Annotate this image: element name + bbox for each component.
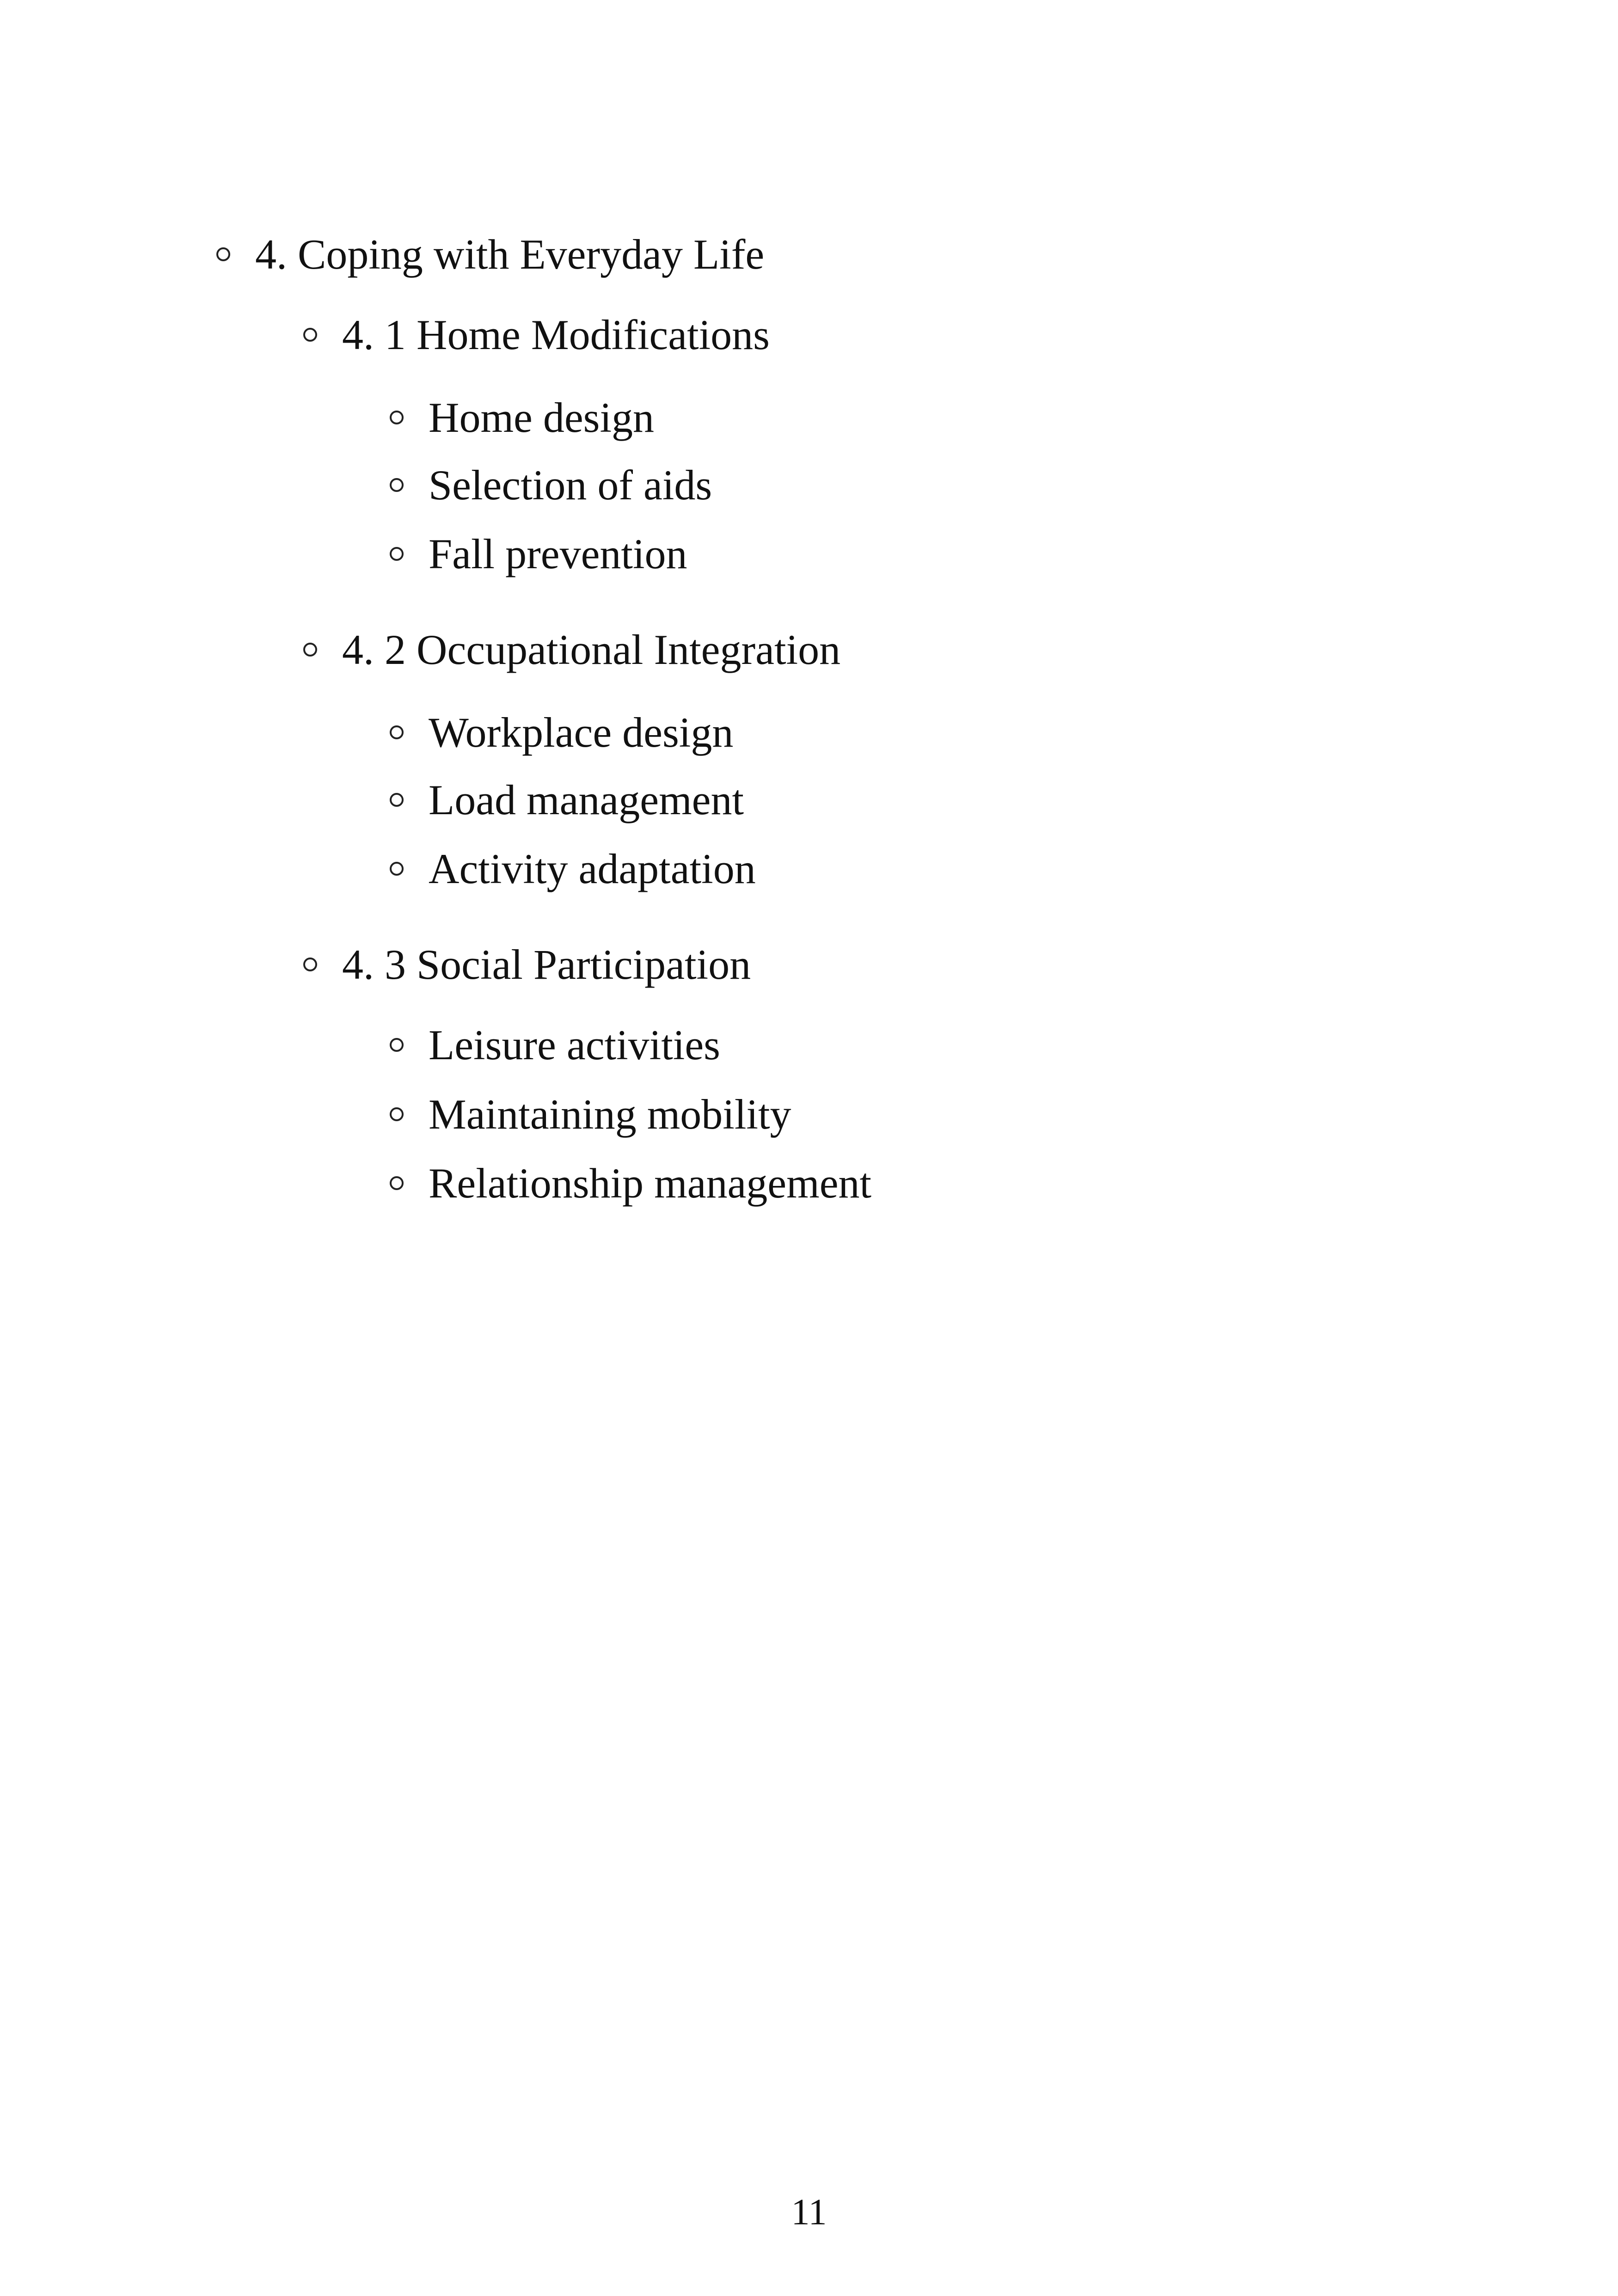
hollow-circle-bullet-icon xyxy=(303,328,317,342)
hollow-circle-bullet-icon xyxy=(390,1176,404,1190)
list-item xyxy=(390,1160,872,1207)
list-item xyxy=(390,1021,720,1068)
list-item-text: Fall prevention xyxy=(429,530,687,577)
list-item-text: Relationship management xyxy=(429,1160,872,1207)
subsection-title: 4. 1 Home Modifications xyxy=(342,311,770,358)
hollow-circle-bullet-icon xyxy=(303,643,317,657)
list-item xyxy=(390,847,756,890)
section-title: 4. Coping with Everyday Life xyxy=(255,231,765,278)
hollow-circle-bullet-icon xyxy=(216,247,230,261)
list-item-text: Leisure activities xyxy=(429,1021,720,1068)
list-item-text: Activity adaptation xyxy=(429,845,756,892)
list-item xyxy=(390,1093,791,1136)
outline-subsection-4-2 xyxy=(303,628,840,671)
page-number: 11 xyxy=(791,2192,827,2233)
subsection-title: 4. 2 Occupational Integration xyxy=(342,626,841,673)
hollow-circle-bullet-icon xyxy=(390,1038,404,1052)
hollow-circle-bullet-icon xyxy=(390,411,404,424)
list-item-text: Selection of aids xyxy=(429,461,712,509)
hollow-circle-bullet-icon xyxy=(390,1107,404,1121)
list-item-text: Workplace design xyxy=(429,709,734,756)
list-item-text: Load management xyxy=(429,776,744,823)
hollow-circle-bullet-icon xyxy=(390,725,404,739)
list-item-text: Home design xyxy=(429,394,655,441)
outline-section-4 xyxy=(216,233,764,276)
hollow-circle-bullet-icon xyxy=(303,958,317,971)
list-item xyxy=(390,776,744,823)
hollow-circle-bullet-icon xyxy=(390,862,404,876)
outline-subsection-4-3 xyxy=(303,943,751,986)
list-item xyxy=(390,530,687,577)
list-item xyxy=(390,711,733,754)
hollow-circle-bullet-icon xyxy=(390,478,404,492)
subsection-title: 4. 3 Social Participation xyxy=(342,941,751,988)
outline-subsection-4-1 xyxy=(303,313,770,356)
list-item-text: Maintaining mobility xyxy=(429,1091,791,1138)
hollow-circle-bullet-icon xyxy=(390,793,404,807)
hollow-circle-bullet-icon xyxy=(390,547,404,561)
list-item xyxy=(390,396,654,439)
list-item xyxy=(390,461,712,509)
